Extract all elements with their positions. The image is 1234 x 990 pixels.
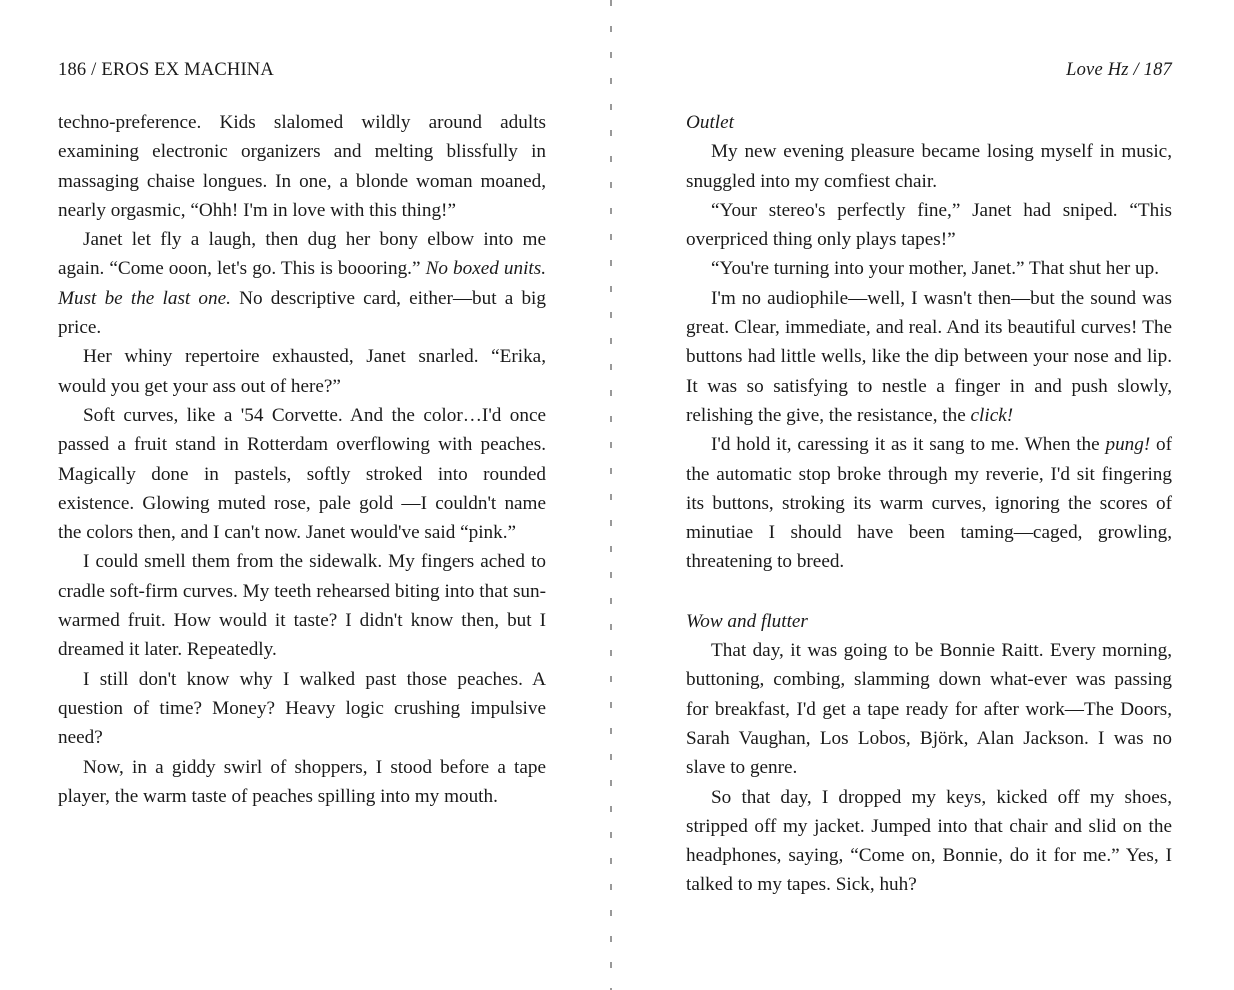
paragraph: That day, it was going to be Bonnie Raitt. Every morning, buttoning, combing, slamming down what-ever was passing for breakfast, I'd get a tape ready for after work—The Doors, Sarah Vaughan, Los Lobos, Björk, Alan Jackson. I was no slave to genre.: [686, 640, 1172, 779]
paragraph-text: I'm no audiophile—well, I wasn't then—but the sound was great. Clear, immediate, and real. And its beautiful curves! The buttons had little wells, like the dip between your nose and lip. It was so satisfying to nestle a finger in and push slowly, relishing the give, the resistance, the: [686, 287, 1172, 426]
right-running-head-text: Love Hz / 187: [1066, 60, 1172, 80]
paragraph: techno-preference. Kids slalomed wildly around adults examining electronic organizers and melting blissfully in massaging chaise longues. In one, a blonde woman moaned, nearly orgasmic, “Ohh! I'm in love with this thing!”: [58, 112, 546, 221]
paragraph: Now, in a giddy swirl of shoppers, I stood before a tape player, the warm taste of peaches spilling into my mouth.: [58, 756, 546, 807]
left-page-header: [58, 56, 546, 84]
paragraph: Soft curves, like a '54 Corvette. And the color…I'd once passed a fruit stand in Rotterdam overflowing with peaches. Magically done in pastels, softly stroked into rounded existence. Glowing muted rose, pale gold —I couldn't name the colors then, and I can't now. Janet would've said “pink.”: [58, 404, 546, 544]
right-running-head: [1066, 56, 1172, 84]
paragraph: Her whiny repertoire exhausted, Janet snarled. “Erika, would you get your ass out of here?”: [58, 346, 546, 397]
page-gutter: [610, 0, 612, 990]
paragraph: I could smell them from the sidewalk. My fingers ached to cradle soft-firm curves. My teeth rehearsed biting into that sun-warmed fruit. How would it taste? I didn't know then, but I dreamed it later. Repeatedly.: [58, 551, 546, 661]
paragraph: “Your stereo's perfectly fine,” Janet had sniped. “This overpriced thing only plays tapes!”: [686, 199, 1172, 251]
paragraph: [686, 430, 1172, 576]
section-heading-wow-and-flutter: Wow and flutter: [686, 610, 808, 632]
paragraph: [58, 225, 546, 342]
paragraph-text: No descriptive card, either—but a big price.: [58, 287, 546, 339]
section-heading-outlet: Outlet: [686, 112, 734, 133]
paragraph-text: of the automatic stop broke through my reverie, I'd sit fingering its buttons, stroking its warm curves, ignoring the scores of minutiae I should have been taming—caged, growling, threatening to breed.: [686, 434, 1173, 573]
paragraph: My new evening pleasure became losing myself in music, snuggled into my comfiest chair.: [686, 141, 1172, 192]
paragraph: I still don't know why I walked past those peaches. A question of time? Money? Heavy logic crushing impulsive need?: [58, 668, 546, 749]
paragraph-text: I'd hold it, caressing it as it sang to me. When the: [711, 434, 1106, 456]
paragraph: [686, 284, 1172, 430]
left-running-head: 186 / EROS EX MACHINA: [58, 60, 274, 80]
right-page-header: [686, 56, 1172, 84]
paragraph-italic: click!: [970, 404, 1014, 426]
paragraph: “You're turning into your mother, Janet.” That shut her up.: [711, 258, 1160, 280]
left-page: [58, 56, 546, 811]
paragraph-italic: pung!: [1105, 434, 1151, 456]
paragraph-italic: No boxed units. Must be the last one.: [58, 258, 546, 309]
paragraph: So that day, I dropped my keys, kicked off my shoes, stripped off my jacket. Jumped into that chair and slid on the headphones, saying, “Come on, Bonnie, do it for me.” Yes, I talked to my tapes. Sick, huh?: [686, 786, 1172, 896]
paragraph-text: Janet let fly a laugh, then dug her bony elbow into me again. “Come ooon, let's go. This is boooring.”: [58, 229, 546, 280]
right-page: [686, 56, 1172, 900]
